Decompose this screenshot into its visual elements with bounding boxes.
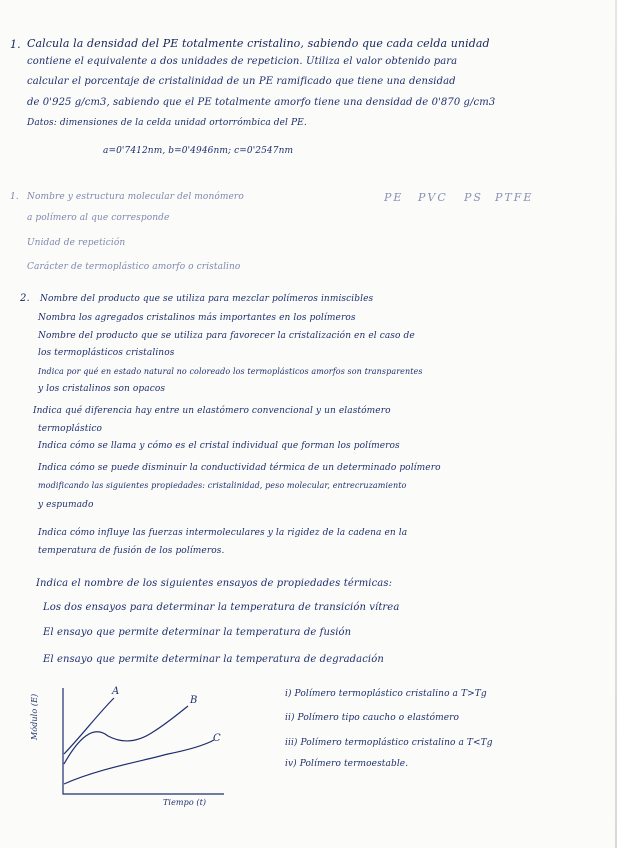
- q3-number: 2.: [20, 293, 30, 304]
- q1-line: Calcula la densidad del PE totalmente cristalino, sabiendo que cada celda unidad: [27, 37, 490, 50]
- q2-line: a polímero al que corresponde: [27, 213, 170, 223]
- q4-item: El ensayo que permite determinar la temperatura de degradación: [43, 654, 384, 665]
- q3-item: termoplástico: [38, 424, 103, 434]
- polymer-label: PE: [384, 191, 404, 204]
- q2-line: Carácter de termoplástico amorfo o cristalino: [27, 262, 241, 272]
- graph-option: i) Polímero termoplástico cristalino a T>Tg: [285, 689, 487, 699]
- q3-item: y espumado: [38, 500, 94, 510]
- curve-c: [64, 740, 214, 784]
- q3-item: los termoplásticos cristalinos: [38, 348, 175, 358]
- q4-heading: Indica el nombre de los siguientes ensayos de propiedades térmicas:: [36, 578, 393, 589]
- q3-item: Nombra los agregados cristalinos más importantes en los polímeros: [38, 313, 356, 323]
- q1-line: calcular el porcentaje de cristalinidad de un PE ramificado que tiene una densidad: [27, 76, 456, 87]
- q3-item: Indica qué diferencia hay entre un elastómero convencional y un elastómero: [33, 406, 391, 416]
- q3-item: Nombre del producto que se utiliza para mezclar polímeros inmiscibles: [40, 294, 374, 304]
- polymer-label: PTFE: [495, 191, 534, 204]
- polymer-label: PVC: [418, 191, 448, 204]
- graph-option: ii) Polímero tipo caucho o elastómero: [285, 713, 460, 723]
- q2-line: Nombre y estructura molecular del monómero: [27, 192, 244, 202]
- curve-label-b: B: [190, 695, 198, 706]
- graph-axes: [63, 688, 224, 794]
- q1-line: contiene el equivalente a dos unidades de repeticion. Utiliza el valor obtenido para: [27, 56, 458, 67]
- graph-option: iv) Polímero termoestable.: [285, 759, 409, 769]
- curve-b: [64, 706, 188, 764]
- q2-line: Unidad de repetición: [27, 238, 126, 248]
- q1-number: 1.: [10, 38, 21, 51]
- q3-item: Nombre del producto que se utiliza para favorecer la cristalización en el caso de: [38, 331, 415, 341]
- q4-item: El ensayo que permite determinar la temperatura de fusión: [43, 627, 352, 638]
- q3-item: temperatura de fusión de los polímeros.: [38, 546, 225, 556]
- q3-item: Indica por qué en estado natural no coloreado los termoplásticos amorfos son transparentes: [38, 367, 423, 376]
- q1-line: de 0'925 g/cm3, sabiendo que el PE totalmente amorfo tiene una densidad de 0'870 g/cm3: [27, 97, 496, 108]
- curve-label-c: C: [213, 733, 221, 744]
- q3-item: Indica cómo influye las fuerzas intermoleculares y la rigidez de la cadena en la: [38, 528, 408, 538]
- q1-datos: Datos: dimensiones de la celda unidad ortorrómbica del PE.: [27, 118, 307, 128]
- graph-option: iii) Polímero termoplástico cristalino a T<Tg: [285, 738, 493, 748]
- graph-x-label: Tiempo (t): [163, 798, 207, 807]
- q3-item: Indica cómo se puede disminuir la conductividad térmica de un determinado polímero: [38, 463, 441, 473]
- q3-item: y los cristalinos son opacos: [38, 384, 166, 394]
- sketch-graph: [38, 684, 228, 812]
- q4-item: Los dos ensayos para determinar la temperatura de transición vítrea: [43, 602, 400, 613]
- curve-label-a: A: [112, 686, 120, 697]
- graph-y-label: Módulo (E): [30, 693, 39, 740]
- q1-dimensions: a=0'7412nm, b=0'4946nm; c=0'2547nm: [103, 146, 294, 156]
- curve-a: [64, 698, 114, 754]
- q3-item: Indica cómo se llama y cómo es el cristal individual que forman los polímeros: [38, 441, 400, 451]
- q2-number: 1.: [10, 192, 19, 202]
- q3-item: modificando las siguientes propiedades: cristalinidad, peso molecular, entrecruzamiento: [38, 481, 407, 490]
- polymer-label: PS: [464, 191, 483, 204]
